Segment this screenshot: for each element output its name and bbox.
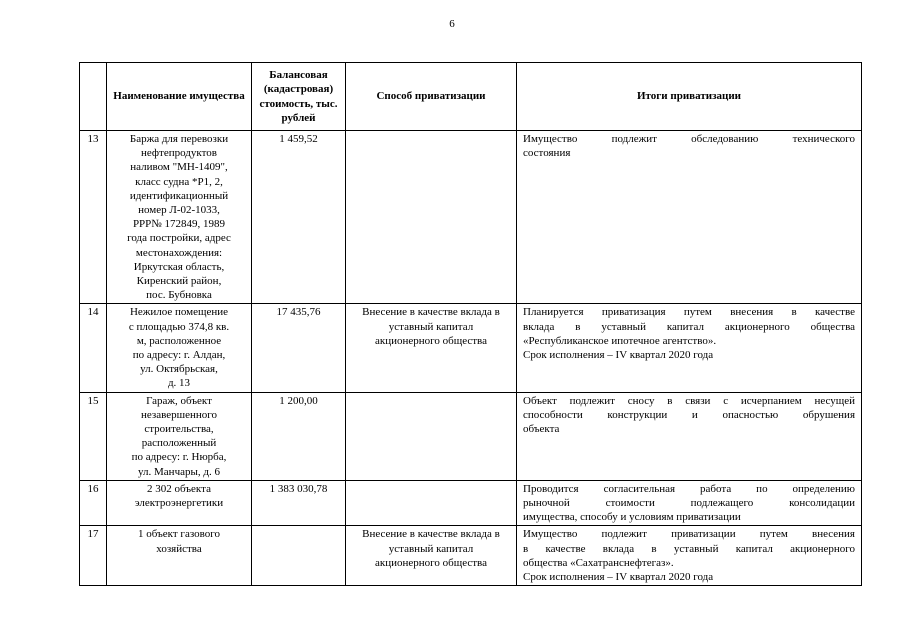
privatization-method [346, 392, 517, 480]
privatization-method-line: акционерного общества [375, 334, 487, 347]
header-method: Способ приватизации [346, 63, 517, 131]
property-name-line: местонахождения: [135, 246, 223, 259]
property-name-line: пос. Бубновка [146, 289, 212, 302]
privatization-result [517, 480, 862, 526]
table-row [80, 304, 862, 392]
property-name-line: электроэнергетики [134, 497, 224, 510]
privatization-result-line: имущества, способу и условиям приватизации [523, 511, 741, 524]
privatization-result-line: в качестве вклада в уставный капитал акционерного [523, 542, 855, 555]
property-name-line: РРР№ 172849, 1989 [132, 218, 226, 231]
row-number: 15 [80, 392, 107, 480]
property-name-line: по адресу: г. Нюрба, [131, 451, 227, 464]
property-name-line: расположенный [141, 437, 217, 450]
privatization-result-line: «Республиканское ипотечное агентство». [523, 334, 717, 347]
table-header-row [80, 63, 862, 131]
property-name-line: Баржа для перевозки [129, 133, 229, 145]
property-name-line: нефтепродуктов [141, 147, 217, 160]
privatization-result-line: Срок исполнения – IV квартал 2020 года [523, 349, 714, 362]
privatization-method-line: Внесение в качестве вклада в [362, 306, 500, 319]
privatization-result [517, 392, 862, 480]
property-name-line: незавершенного [140, 408, 217, 421]
property-name-line: наливом "МН-1409", [130, 161, 228, 174]
property-name [107, 480, 252, 526]
privatization-result-line: общества «Сахатранснефтегаз». [523, 556, 674, 569]
property-name-line: года постройки, адрес [127, 232, 231, 245]
property-name-line: идентификационный [129, 189, 229, 202]
privatization-result-line: Объект подлежит сносу в связи с исчерпанием несущей [523, 394, 855, 407]
balance-value: 1 383 030,78 [252, 480, 346, 526]
property-name-line: с площадью 374,8 кв. [128, 320, 230, 333]
privatization-result [517, 526, 862, 586]
property-name-line: д. 13 [167, 377, 191, 390]
table-row [80, 131, 862, 304]
property-name-line: хозяйства [156, 542, 202, 555]
row-number: 16 [80, 480, 107, 526]
property-name-line: м, расположенное [136, 334, 222, 347]
privatization-method-line: уставный капитал [388, 542, 474, 555]
balance-value [252, 526, 346, 586]
property-name-line: строительства, [144, 423, 214, 436]
privatization-method-line: Внесение в качестве вклада в [362, 528, 500, 541]
privatization-result [517, 304, 862, 392]
property-name-line: ул. Манчары, д. 6 [138, 465, 220, 478]
privatization-method [346, 304, 517, 392]
privatization-result-line: Планируется приватизация путем внесения в качестве [523, 306, 855, 319]
header-result: Итоги приватизации [517, 63, 862, 131]
privatization-method-line: уставный капитал [388, 320, 474, 333]
property-name-line: Киренский район, [136, 275, 222, 288]
table-body [80, 131, 862, 586]
property-name [107, 392, 252, 480]
property-name-line: 2 302 объекта [147, 482, 211, 495]
privatization-result [517, 131, 862, 304]
header-number [80, 63, 107, 131]
privatization-method-line: акционерного общества [375, 556, 487, 569]
privatization-result-line: Имущество подлежит приватизации путем внесения [523, 528, 855, 541]
table-row [80, 526, 862, 586]
row-number: 13 [80, 131, 107, 304]
table-row [80, 480, 862, 526]
header-value: Балансовая (кадастровая) стоимость, тыс. рублей [252, 63, 346, 131]
property-name-line: Гараж, объект [146, 394, 212, 407]
property-name-line: 1 объект газового [138, 528, 220, 541]
property-name [107, 526, 252, 586]
property-name [107, 131, 252, 304]
privatization-result-line: объекта [523, 423, 560, 436]
row-number: 17 [80, 526, 107, 586]
table-row [80, 392, 862, 480]
privatization-result-line: Проводится согласительная работа по определению [523, 482, 855, 495]
property-name-line: класс судна *Р1, 2, [135, 175, 223, 188]
balance-value: 1 200,00 [252, 392, 346, 480]
property-name-line: Иркутская область, [133, 260, 225, 273]
page-number: 6 [449, 18, 455, 30]
balance-value: 1 459,52 [252, 131, 346, 304]
header-name: Наименование имущества [107, 63, 252, 131]
property-name [107, 304, 252, 392]
privatization-result-line: Срок исполнения – IV квартал 2020 года [523, 571, 714, 584]
privatization-table [79, 62, 862, 586]
privatization-result-line: состояния [523, 147, 571, 160]
privatization-method [346, 480, 517, 526]
property-name-line: по адресу: г. Алдан, [132, 349, 226, 362]
property-name-line: ул. Октябрьская, [140, 363, 218, 376]
property-name-line: Нежилое помещение [129, 306, 229, 319]
privatization-method [346, 131, 517, 304]
balance-value: 17 435,76 [252, 304, 346, 392]
row-number: 14 [80, 304, 107, 392]
privatization-result-line: вклада в уставный капитал акционерного общества [523, 320, 855, 333]
privatization-result-line: способности конструкции и опасностью обрушения [523, 408, 855, 421]
property-name-line: номер Л-02-1033, [138, 204, 220, 217]
privatization-method [346, 526, 517, 586]
privatization-result-line: Имущество подлежит обследованию технического [523, 133, 855, 145]
privatization-result-line: рыночной стоимости подлежащего консолидации [523, 497, 855, 510]
